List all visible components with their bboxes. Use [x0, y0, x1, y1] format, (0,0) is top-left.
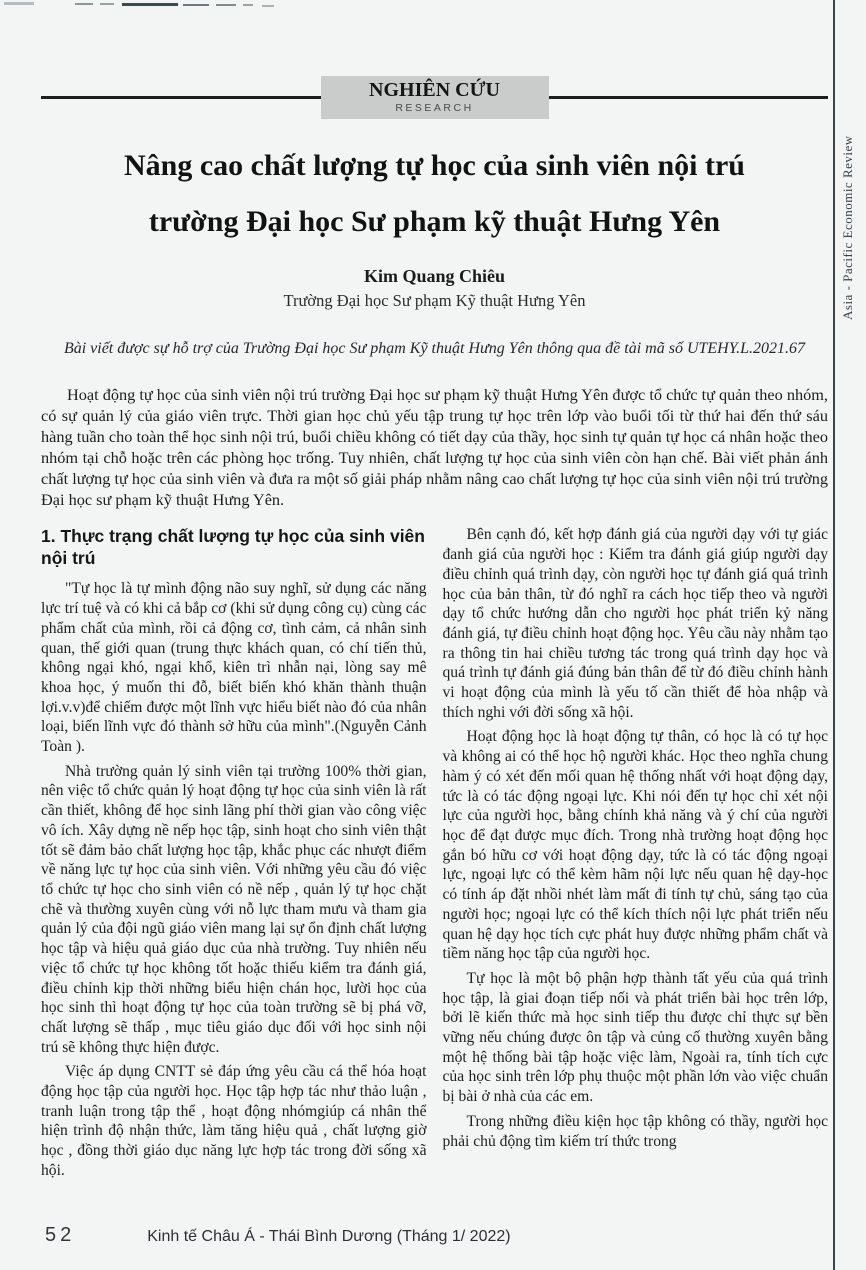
section-1-heading: 1. Thực trạng chất lượng tự học của sinh viên nội trú	[41, 526, 425, 569]
category-label: NGHIÊN CỨU	[369, 79, 500, 101]
category-box	[321, 76, 549, 119]
category-sublabel: RESEARCH	[395, 102, 474, 114]
page-edge-rule	[833, 0, 835, 1270]
body-paragraph: Nhà trường quản lý sinh viên tại trường 100% thời gian, nên việc tổ chức quản lý hoạt động tự học của sinh viên là rất cần thiết, không để học sinh lãng phí thời gian vào công việc vô ích. Xây dựng nề nếp học tập, sinh hoạt cho sinh viên thật tốt sẽ đảm bảo chất lượng học tập, khắc phục các nhượt điểm về năng lực tự học của sinh viên. Với những yêu cầu đó việc tổ chức tự học cho sinh viên có nề nếp , quản lý tự học chặt chẽ và thường xuyên cùng với nỗ lực tham mưu và tham gia quản lý của đội ngũ giáo viên mang lại sự ổn định chất lượng học tập và hiệu quả giáo dục của nhà trường. Tuy nhiên nếu việc tổ chức tự học không tốt hoặc thiếu kiểm tra đánh giá, điều chỉnh kịp thời những biểu hiện chán học, lười học của học sinh thì hoạt động tự học của toàn trường sẽ bị phá vỡ, chất lượng sẽ thấp , mục tiêu giáo dục đối với học sinh nội trú sẽ không thực hiện được.	[41, 762, 427, 1056]
body-paragraph: Bên cạnh đó, kết hợp đánh giá của người dạy với tự giác đanh giá của người học : Kiểm tra đánh giá giúp người dạy điều chỉnh quá trình dạy, còn người học tự đánh giá quá trình học của bản thân, từ đó nghĩ ra cách học tiếp theo và người dạy tổ chức hướng dẫn cho người học phát triển kỷ năng đánh giá, tự điều chỉnh hoạt động học. Yêu cầu này nhằm tạo ra thông tin hai chiều tương tác trong quá trình dạy học và quá trình tự đánh giá đúng bản thân để từ đó điều chỉnh hành vi hoạt động của mình là yếu tố cần thiết để hòa nhập và thích nghi với đời sống xã hội.	[442, 526, 828, 721]
body-paragraph: "Tự học là tự mình động não suy nghĩ, sử dụng các năng lực trí tuệ và có khi cả bắp cơ (khi sử dụng công cụ) cùng các phẩm chất của mình, rồi cả động cơ, tình cảm, cả nhân sinh quan, thế giới quan (trung thực khách quan, có chí tiến thủ, không ngại khó, ngại khổ, kiên trì nhẫn nại, lòng say mê khoa học, ý muốn thi đỗ, biết biến khó khăn thành thuận lợi.v.v)để chiếm được một lĩnh vực hiểu biết nào đó của nhân loại, biến lĩnh vực đó thành sở hữu của mình".(Nguyễn Cảnh Toàn ).	[41, 580, 427, 756]
page-number: 52	[45, 1224, 76, 1246]
scan-artifact	[216, 4, 236, 6]
article-title	[41, 138, 828, 250]
body-paragraph: Trong những điều kiện học tập không có thầy, người học phải chủ động tìm kiếm trí thức trong	[442, 1112, 828, 1150]
left-column	[41, 525, 427, 1185]
scan-artifact	[262, 5, 274, 7]
body-paragraph: Tự học là một bộ phận hợp thành tất yếu của quá trình học tập, là giai đoạn tiếp nối và phát triển bài học trên lớp, bởi lẽ kiến thức mà học sinh tiếp thu được chỉ thực sự bền vững nếu chúng được ôn tập và củng cố thường xuyên bằng một hệ thống bài tập hoặc việc làm, Ngoài ra, tính tích cực của học sinh trên lớp phụ thuộc một phần lớn vào việc chuẩn bị bài ở nhà của các em.	[442, 969, 828, 1106]
article-title-line2: trường Đại học Sư phạm kỹ thuật Hưng Yên	[148, 205, 721, 238]
page-content	[41, 76, 828, 1186]
scan-artifact	[243, 4, 253, 6]
abstract-paragraph: Hoạt động tự học của sinh viên nội trú trường Đại học sư phạm kỹ thuật Hưng Yên được tổ chức tự quản theo nhóm, có sự quản lý của giáo viên trực. Thời gian học chủ yếu tập trung tự học trên lớp vào buổi tối từ thứ hai đến thứ sáu hàng tuần cho toàn thể học sinh nội trú, buổi chiều không có tiết dạy của thầy, học sinh tự quản tự học cá nhân hoặc theo nhóm tại chỗ hoặc trên các phòng học trống. Tuy nhiên, chất lượng tự học của sinh viên còn hạn chế. Bài viết phản ánh chất lượng tự học của sinh viên và đưa ra một số giải pháp nhằm nâng cao chất lượng tự học của sinh viên nội trú trường Đại học sư phạm kỹ thuật Hưng Yên.	[41, 385, 828, 509]
body-columns	[41, 525, 828, 1185]
article-title-line1: Nâng cao chất lượng tự học của sinh viên nội trú	[123, 149, 745, 182]
scan-artifact	[75, 3, 93, 5]
page-footer	[45, 1224, 511, 1247]
author-name: Kim Quang Chiêu	[363, 266, 506, 286]
scan-artifact	[4, 2, 34, 5]
journal-footer-line: Kinh tế Châu Á - Thái Bình Dương (Tháng 1/ 2022)	[147, 1228, 511, 1245]
body-paragraph: Việc áp dụng CNTT sẻ đáp ứng yêu cầu cá thể hóa hoạt động học tập của người học. Học tập hợp tác như thảo luận , tranh luận trong tập thể , hoạt động nhómgiúp cá nhân thể hiện trình độ nhận thức, làm tăng hiệu quả , chất lượng giờ học , đồng thời giáo dục năng lực hợp tác trong đời sống xã hội.	[41, 1063, 427, 1179]
scan-artifact	[183, 4, 209, 6]
funding-note: Bài viết được sự hỗ trợ của Trường Đại học Sư phạm Kỹ thuật Hưng Yên thông qua đề tài mã số UTEHY.L.2021.67	[63, 340, 806, 357]
section-header-band	[41, 76, 828, 122]
journal-name-vertical: Asia - Pacific Economic Review	[840, 135, 855, 320]
scan-artifact	[100, 3, 114, 5]
author-affiliation: Trường Đại học Sư phạm Kỹ thuật Hưng Yên	[283, 291, 586, 310]
right-column	[443, 525, 829, 1185]
scan-artifact	[122, 3, 178, 6]
body-paragraph: Hoạt động học là hoạt động tự thân, có học là có tự học và không ai có thể học hộ người khác. Học theo nghĩa chung hàm ý có xét đến mối quan hệ thống nhất với hoạt động dạy, tức là có tác động ngoại lực. Khi nói đến tự học chỉ xét nội lực của người học, bằng chính khả năng và ý chí của người học để đạt được mục đích. Trong nhà trường hoạt động học gắn bó hữu cơ với hoạt động dạy, tức là có tác động ngoại lực, ngoại lực có thể kèm hãm nội lực nếu quan hệ dạy-học có tính áp đặt nhồi nhét làm mất đi tính tự chủ, sáng tạo của người học; ngoại lực có thể kích thích nội lực phát triển nếu quan hệ dạy học tích cực phát huy được những phẩm chất và tiềm năng học tập của người học.	[442, 728, 828, 963]
